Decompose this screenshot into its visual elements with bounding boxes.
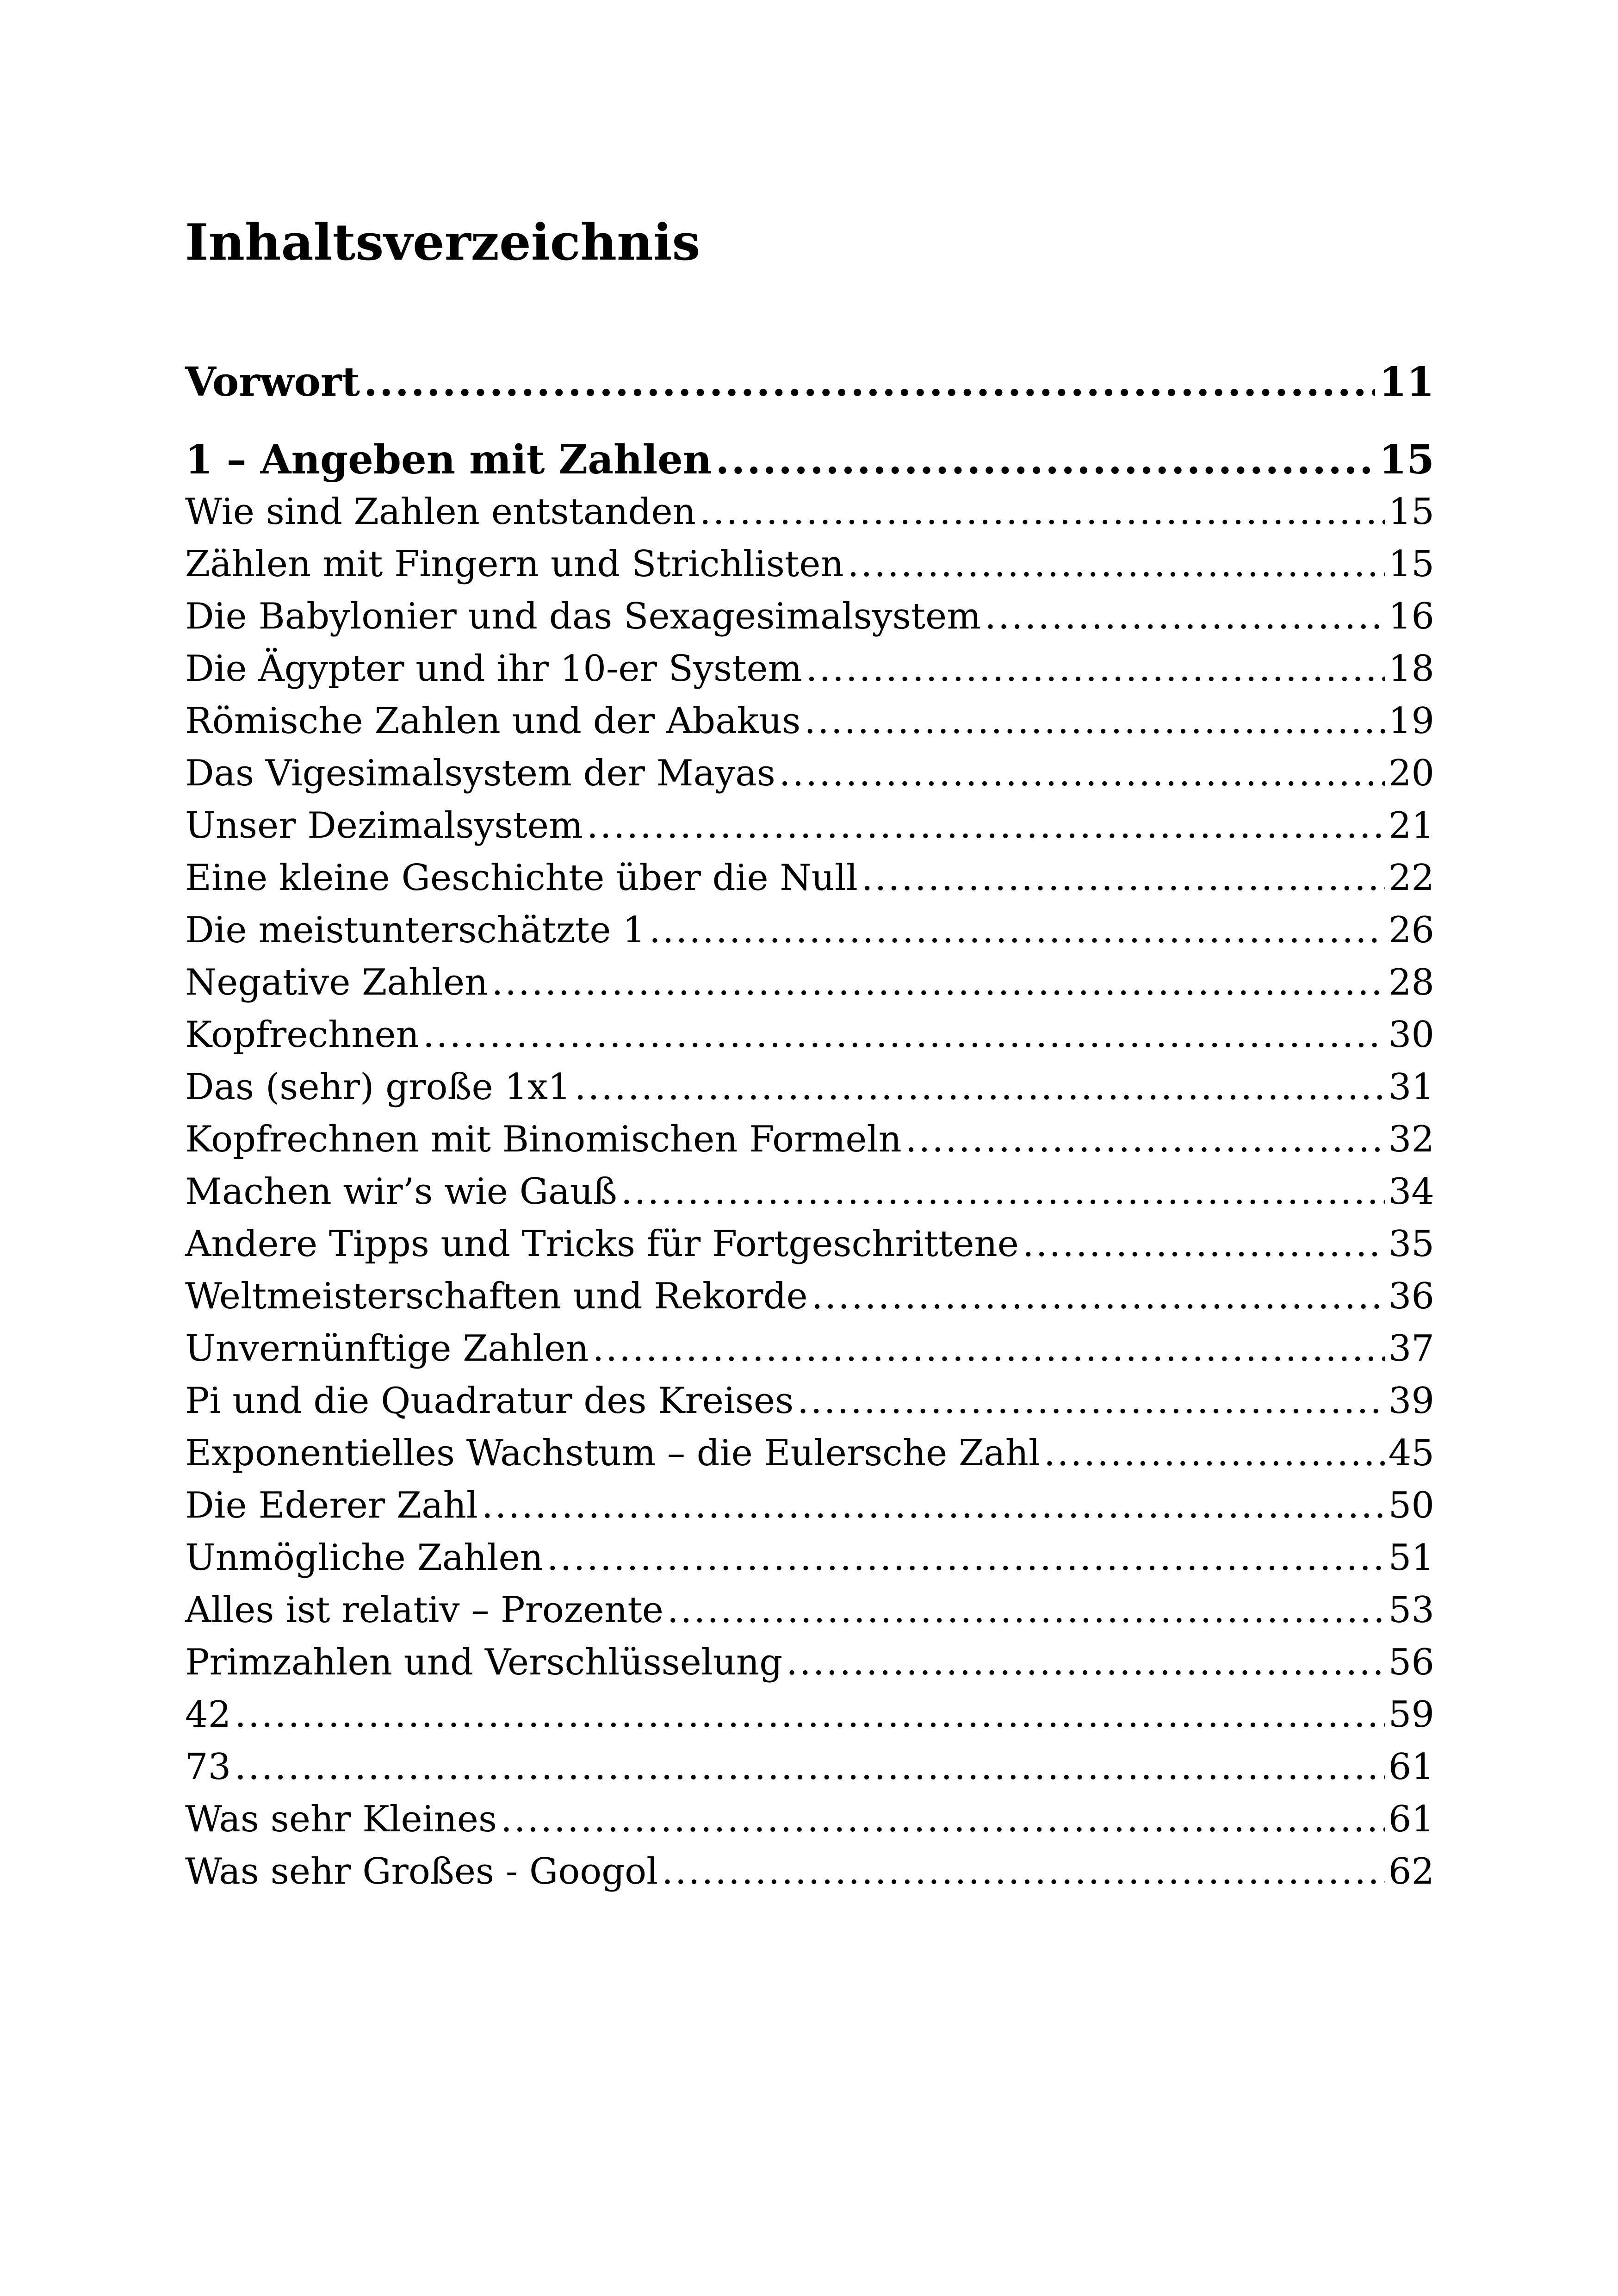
dot-leader: [621, 1166, 1385, 1218]
toc-entry-label: Unser Dezimalsystem: [185, 805, 583, 846]
toc-entry-label: Wie sind Zahlen entstanden: [185, 491, 696, 533]
toc-entry-label: Unmögliche Zahlen: [185, 1537, 543, 1579]
toc-entry-page: 19: [1388, 700, 1434, 742]
toc-entry-page: 26: [1388, 909, 1434, 951]
toc-entry-page: 59: [1388, 1694, 1434, 1736]
toc-entry[interactable]: [185, 695, 1434, 747]
dot-leader: [812, 1270, 1385, 1323]
toc-entry-page: 53: [1388, 1589, 1434, 1631]
toc-entry[interactable]: [185, 1636, 1434, 1689]
toc-entry-label: Pi und die Quadratur des Kreises: [185, 1380, 794, 1422]
toc-entry-label: Alles ist relativ – Prozente: [185, 1589, 663, 1631]
dot-leader: [482, 1480, 1385, 1532]
toc-entry-page: 22: [1388, 857, 1434, 899]
dot-leader: [779, 747, 1385, 800]
dot-leader: [848, 538, 1385, 591]
toc-entry-chapter-1[interactable]: [185, 434, 1434, 486]
toc-entry-label: 1 – Angeben mit Zahlen: [185, 436, 712, 483]
toc-entry[interactable]: [185, 1584, 1434, 1636]
toc-entry[interactable]: [185, 1532, 1434, 1584]
dot-leader: [235, 1689, 1384, 1741]
toc-entry-page: 45: [1388, 1432, 1434, 1474]
toc-entry[interactable]: [185, 591, 1434, 643]
dot-leader: [593, 1323, 1385, 1375]
dot-leader: [905, 1114, 1385, 1166]
toc-entry[interactable]: [185, 1793, 1434, 1846]
toc-entry-page: 18: [1388, 648, 1434, 690]
toc-entry-page: 15: [1388, 543, 1434, 585]
dot-leader: [547, 1532, 1385, 1584]
toc-entry-page: 31: [1388, 1066, 1434, 1108]
toc-entry-label: Was sehr Großes - Googol: [185, 1851, 658, 1892]
dot-leader: [804, 695, 1385, 747]
dot-leader: [806, 643, 1385, 695]
toc-entry-label: 42: [185, 1694, 231, 1736]
toc-entry-label: Die meistunterschätzte 1: [185, 909, 645, 951]
toc-entry[interactable]: [185, 486, 1434, 538]
toc-entry-label: Kopfrechnen mit Binomischen Formeln: [185, 1119, 902, 1160]
toc-entry-label: Machen wir’s wie Gauß: [185, 1171, 617, 1213]
toc-entry[interactable]: [185, 643, 1434, 695]
dot-leader: [786, 1636, 1385, 1689]
dot-leader: [235, 1741, 1384, 1793]
toc-entry-page: 61: [1388, 1798, 1434, 1840]
toc-entry-label: Kopfrechnen: [185, 1014, 419, 1056]
toc-entry-page: 11: [1379, 359, 1434, 405]
toc-entry[interactable]: [185, 1689, 1434, 1741]
toc-entry-page: 35: [1388, 1223, 1434, 1265]
toc-entry-label: Was sehr Kleines: [185, 1798, 497, 1840]
dot-leader: [423, 1009, 1385, 1061]
toc-entry-label: 73: [185, 1746, 231, 1788]
toc-entry-vorwort[interactable]: [185, 356, 1434, 408]
toc-entry-label: Andere Tipps und Tricks für Fortgeschrittene: [185, 1223, 1019, 1265]
toc-entry-label: Eine kleine Geschichte über die Null: [185, 857, 858, 899]
toc-entry[interactable]: [185, 1270, 1434, 1323]
toc-entry-label: Zählen mit Fingern und Strichlisten: [185, 543, 844, 585]
toc-entry-page: 51: [1388, 1537, 1434, 1579]
page-title: Inhaltsverzeichnis: [185, 213, 701, 272]
dot-leader: [715, 434, 1375, 486]
toc-entry-label: Vorwort: [185, 359, 360, 405]
toc-entry[interactable]: [185, 1741, 1434, 1793]
toc-entry-label: Weltmeisterschaften und Rekorde: [185, 1276, 808, 1317]
toc-entry[interactable]: [185, 1323, 1434, 1375]
toc-entry-page: 20: [1388, 753, 1434, 794]
dot-leader: [862, 852, 1385, 904]
toc-entry[interactable]: [185, 747, 1434, 800]
dot-leader: [491, 957, 1384, 1009]
toc-entry[interactable]: [185, 1480, 1434, 1532]
dot-leader: [364, 356, 1375, 408]
toc-entry[interactable]: [185, 1375, 1434, 1427]
toc-entry[interactable]: [185, 1009, 1434, 1061]
toc-entry[interactable]: [185, 1114, 1434, 1166]
dot-leader: [501, 1793, 1385, 1846]
toc-entry[interactable]: [185, 904, 1434, 957]
dot-leader: [985, 591, 1385, 643]
toc-entry[interactable]: [185, 1427, 1434, 1480]
toc-entry-page: 21: [1388, 805, 1434, 846]
toc-entry-page: 36: [1388, 1276, 1434, 1317]
toc-entry[interactable]: [185, 800, 1434, 852]
toc-entry-page: 15: [1379, 436, 1434, 483]
toc-entry-page: 62: [1388, 1851, 1434, 1892]
toc-entry-page: 39: [1388, 1380, 1434, 1422]
dot-leader: [1044, 1427, 1385, 1480]
toc-entry[interactable]: [185, 1166, 1434, 1218]
toc-entry-page: 50: [1388, 1485, 1434, 1526]
toc-entry-label: Unvernünftige Zahlen: [185, 1328, 589, 1369]
toc-page: [185, 0, 1434, 2296]
toc-entry-label: Die Ederer Zahl: [185, 1485, 478, 1526]
toc-entry[interactable]: [185, 1218, 1434, 1270]
dot-leader: [575, 1061, 1385, 1114]
toc-entry-label: Primzahlen und Verschlüsselung: [185, 1642, 783, 1683]
toc-entry-label: Die Babylonier und das Sexagesimalsystem: [185, 596, 981, 637]
toc-entry[interactable]: [185, 1061, 1434, 1114]
toc-entry-label: Das Vigesimalsystem der Mayas: [185, 753, 775, 794]
toc-list: [185, 356, 1434, 1898]
toc-entry-label: Römische Zahlen und der Abakus: [185, 700, 801, 742]
toc-entry-page: 37: [1388, 1328, 1434, 1369]
toc-entry-page: 56: [1388, 1642, 1434, 1683]
dot-leader: [662, 1846, 1385, 1898]
dot-leader: [797, 1375, 1385, 1427]
toc-entry[interactable]: [185, 852, 1434, 904]
toc-entry-label: Negative Zahlen: [185, 962, 488, 1003]
toc-entry-page: 61: [1388, 1746, 1434, 1788]
toc-entry[interactable]: [185, 957, 1434, 1009]
toc-entry[interactable]: [185, 538, 1434, 591]
toc-entry-page: 34: [1388, 1171, 1434, 1213]
toc-entry-page: 32: [1388, 1119, 1434, 1160]
toc-entry-page: 16: [1388, 596, 1434, 637]
dot-leader: [700, 486, 1385, 538]
toc-entry-page: 15: [1388, 491, 1434, 533]
dot-leader: [667, 1584, 1385, 1636]
toc-entry-label: Die Ägypter und ihr 10-er System: [185, 648, 802, 690]
dot-leader: [649, 904, 1385, 957]
dot-leader: [1023, 1218, 1385, 1270]
toc-entry[interactable]: [185, 1846, 1434, 1898]
toc-entry-label: Das (sehr) große 1x1: [185, 1066, 571, 1108]
toc-entry-label: Exponentielles Wachstum – die Eulersche Zahl: [185, 1432, 1040, 1474]
dot-leader: [587, 800, 1385, 852]
toc-entry-page: 28: [1388, 962, 1434, 1003]
toc-entry-page: 30: [1388, 1014, 1434, 1056]
